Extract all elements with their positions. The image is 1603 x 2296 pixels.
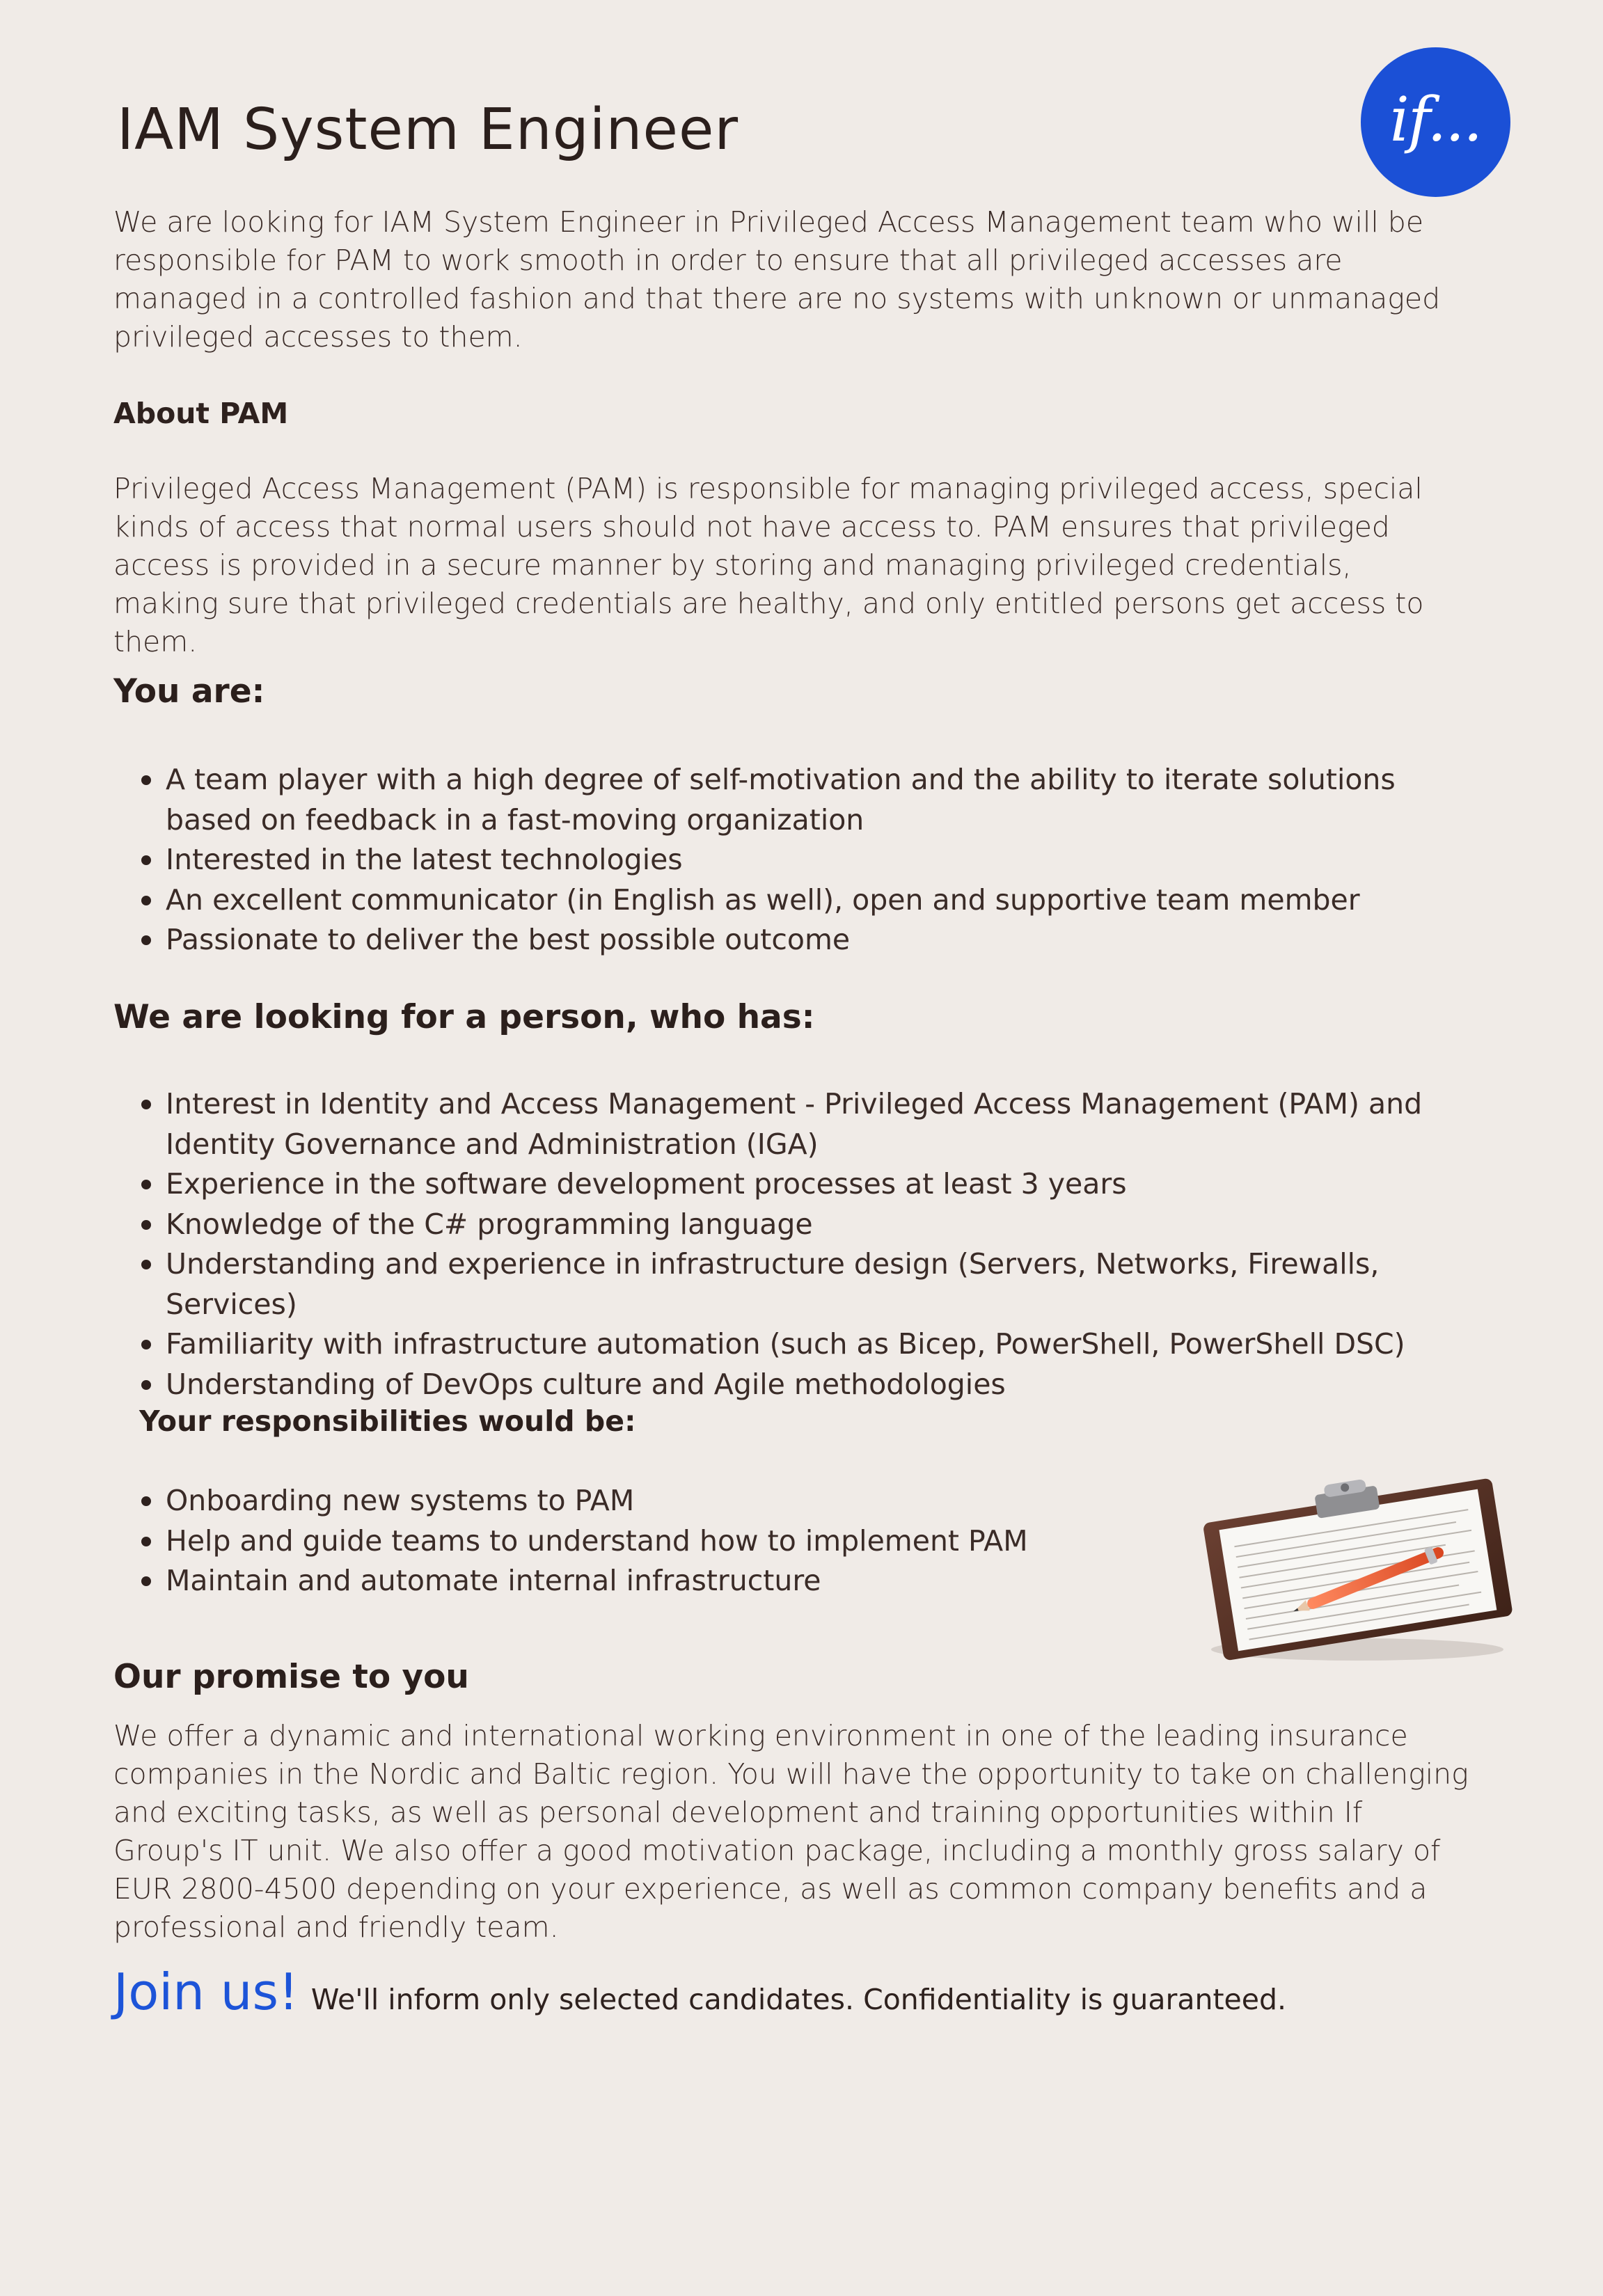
list-item-text: Understanding of DevOps culture and Agile methodologies — [166, 1367, 1006, 1401]
logo-text: if... — [1389, 83, 1482, 155]
list-item — [113, 1205, 1471, 1245]
list-item-text: Onboarding new systems to PAM — [166, 1484, 635, 1517]
bullet-icon — [141, 1496, 151, 1506]
list-item-text: An excellent communicator (in English as well), open and supportive team member — [166, 882, 1360, 917]
list-item-text: Knowledge of the C# programming language — [166, 1207, 813, 1241]
list-item-text: Interested in the latest technologies — [166, 843, 683, 876]
list-item — [113, 1481, 1158, 1521]
bullet-icon — [141, 1100, 151, 1109]
list-item-text: A team player with a high degree of self-motivation and the ability to iterate solutions based on feedback in a fast-moving organization — [166, 763, 1396, 837]
list-item-text: Familiarity with infrastructure automation (such as Bicep, PowerShell, PowerShell DSC) — [166, 1327, 1405, 1361]
bullet-icon — [141, 1340, 151, 1349]
bullet-icon — [141, 1537, 151, 1546]
list-item — [113, 1084, 1471, 1164]
list-item — [113, 920, 1471, 960]
confidentiality-note: We'll inform only selected candidates. Confidentiality is guaranteed. — [310, 1983, 1287, 2016]
about-pam-heading: About PAM — [113, 397, 289, 430]
responsibilities-heading: Your responsibilities would be: — [139, 1404, 636, 1438]
looking-for-heading: We are looking for a person, who has: — [113, 998, 815, 1036]
bullet-icon — [141, 1260, 151, 1269]
promise-heading: Our promise to you — [113, 1658, 469, 1696]
list-item-text: Experience in the software development processes at least 3 years — [166, 1167, 1127, 1201]
list-item-text: Maintain and automate internal infrastructure — [166, 1564, 821, 1597]
you-are-list — [113, 760, 1471, 960]
clipboard-icon — [1183, 1462, 1517, 1670]
list-item-text: Interest in Identity and Access Management - Privileged Access Management (PAM) and Identity Governance and Administration (IGA) — [166, 1087, 1423, 1161]
list-item — [113, 1521, 1158, 1562]
list-item — [113, 840, 1471, 880]
responsibilities-list — [113, 1481, 1158, 1601]
bullet-icon — [141, 935, 151, 945]
list-item — [113, 1365, 1471, 1405]
looking-for-list — [113, 1084, 1471, 1404]
you-are-heading: You are: — [113, 672, 265, 711]
bullet-icon — [141, 1380, 151, 1390]
list-item-text: Understanding and experience in infrastructure design (Servers, Networks, Firewalls, Services) — [166, 1247, 1380, 1321]
bullet-icon — [141, 1576, 151, 1586]
promise-paragraph: We offer a dynamic and international working environment in one of the leading insurance companies in the Nordic and Baltic region. You will have the opportunity to take on challenging and exciting tasks, as well as personal development and training opportunities within If Group's IT unit. We also offer a good motivation package, including a monthly gross salary of EUR 2800-4500 depending on your experience, as well as common company benefits and a professional and friendly team. — [113, 1719, 1469, 1944]
join-us-line — [113, 1963, 1286, 2021]
bullet-icon — [141, 1220, 151, 1230]
intro-paragraph: We are looking for IAM System Engineer in Privileged Access Management team who will be responsible for PAM to work smooth in order to ensure that all privileged accesses are managed in a controlled fashion and that there are no systems with unknown or unmanaged privileged accesses to them. — [113, 205, 1441, 354]
list-item-text: Help and guide teams to understand how to implement PAM — [166, 1523, 1028, 1558]
list-item — [113, 760, 1471, 840]
list-item — [113, 1164, 1471, 1205]
list-item-text: Passionate to deliver the best possible outcome — [166, 923, 851, 956]
bullet-icon — [141, 1180, 151, 1189]
list-item — [113, 1561, 1158, 1601]
list-item — [113, 1244, 1471, 1324]
list-item — [113, 1324, 1471, 1365]
list-item — [113, 880, 1471, 921]
bullet-icon — [141, 855, 151, 865]
about-pam-paragraph: Privileged Access Management (PAM) is responsible for managing privileged access, special kinds of access that normal users should not have access to. PAM ensures that privileged access is provided in a secure manner by storing and managing privileged credentials, making sure that privileged credentials are healthy, and only entitled persons get access to them. — [113, 472, 1424, 658]
if-logo-icon — [1361, 47, 1510, 197]
bullet-icon — [141, 896, 151, 905]
bullet-icon — [141, 775, 151, 785]
join-us-text: Join us! — [113, 1963, 299, 2021]
page-title: IAM System Engineer — [117, 97, 739, 163]
